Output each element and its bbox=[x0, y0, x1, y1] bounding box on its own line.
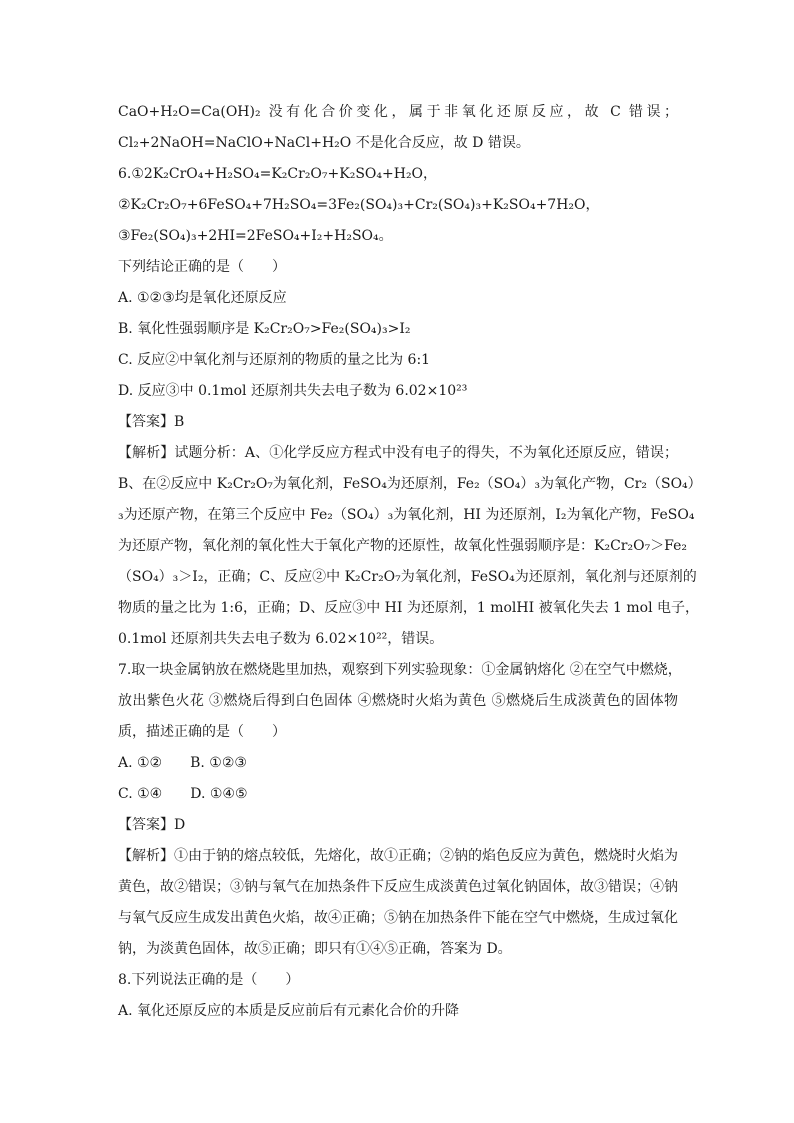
analysis-line: （SO₄）₃＞I₂，正确；C、反应②中 K₂Cr₂O₇为氧化剂，FeSO₄为还原剂，氧化剂与还原剂的 bbox=[118, 569, 697, 585]
question-8-option-a: A. 氧化还原反应的本质是反应前后有元素化合价的升降 bbox=[118, 1003, 460, 1019]
question-7-answer: 【答案】D bbox=[118, 817, 186, 833]
analysis-line: 黄色，故②错误；③钠与氧气在加热条件下反应生成淡黄色过氧化钠固体，故③错误；④钠 bbox=[118, 879, 678, 895]
question-6-answer: 【答案】B bbox=[118, 414, 185, 430]
question-7-options-cd: C. ①④ D. ①④⑤ bbox=[118, 786, 248, 802]
analysis-line: 【解析】①由于钠的熔点较低，先熔化，故①正确；②钠的焰色反应为黄色，燃烧时火焰为 bbox=[118, 848, 678, 864]
analysis-line: 与氧气反应生成发出黄色火焰，故④正确；⑤钠在加热条件下能在空气中燃烧，生成过氧化 bbox=[118, 910, 678, 926]
analysis-line: B、在②反应中 K₂Cr₂O₇为氧化剂，FeSO₄为还原剂，Fe₂（SO₄）₃为氧化产物，Cr₂（SO₄） bbox=[118, 476, 702, 492]
question-7-options-ab: A. ①② B. ①②③ bbox=[118, 755, 247, 771]
question-6-option-a: A. ①②③均是氧化还原反应 bbox=[118, 290, 287, 306]
question-7-stem: 7.取一块金属钠放在燃烧匙里加热，观察到下列实验现象：①金属钠熔化 ②在空气中燃烧， bbox=[118, 662, 682, 678]
question-6-equation-1: 6.①2K₂CrO₄+H₂SO₄=K₂Cr₂O₇+K₂SO₄+H₂O， bbox=[118, 166, 438, 182]
analysis-line: 钠，为淡黄色固体，故⑤正确；即只有①④⑤正确，答案为 D。 bbox=[118, 941, 512, 957]
question-8-stem: 8.下列说法正确的是（ ） bbox=[118, 972, 300, 988]
analysis-line: 物质的量之比为 1:6，正确；D、反应③中 HI 为还原剂，1 molHI 被氧化失去 1 mol 电子， bbox=[118, 600, 700, 616]
analysis-line: 为还原产物，氧化剂的氧化性大于氧化产物的还原性，故氧化性强弱顺序是：K₂Cr₂O₇＞Fe₂ bbox=[118, 538, 688, 554]
question-6-option-b: B. 氧化性强弱顺序是 K₂Cr₂O₇>Fe₂(SO₄)₃>I₂ bbox=[118, 321, 411, 337]
question-7-stem: 质，描述正确的是（ ） bbox=[118, 724, 286, 740]
question-6-equation-3: ③Fe₂(SO₄)₃+2HI=2FeSO₄+I₂+H₂SO₄。 bbox=[118, 228, 393, 244]
question-6-option-d: D. 反应③中 0.1mol 还原剂共失去电子数为 6.02×10²³ bbox=[118, 383, 468, 399]
analysis-line: 【解析】试题分析：A、①化学反应方程式中没有电子的得失，不为氧化还原反应，错误； bbox=[118, 445, 678, 461]
text-line: CaO+H₂O=Ca(OH)₂ 没有化合价变化，属于非氧化还原反应，故 C 错误； bbox=[118, 104, 678, 120]
question-6-option-c: C. 反应②中氧化剂与还原剂的物质的量之比为 6:1 bbox=[118, 352, 431, 368]
analysis-line: ₃为还原产物，在第三个反应中 Fe₂（SO₄）₃为氧化剂，HI 为还原剂，I₂为氧化产物，FeSO₄ bbox=[118, 507, 695, 523]
text-line: Cl₂+2NaOH=NaClO+NaCl+H₂O 不是化合反应，故 D 错误。 bbox=[118, 135, 530, 151]
question-6-stem: 下列结论正确的是（ ） bbox=[118, 259, 286, 275]
question-7-stem: 放出紫色火花 ③燃烧后得到白色固体 ④燃烧时火焰为黄色 ⑤燃烧后生成淡黄色的固体物 bbox=[118, 693, 678, 709]
question-6-equation-2: ②K₂Cr₂O₇+6FeSO₄+7H₂SO₄=3Fe₂(SO₄)₃+Cr₂(SO₄)₃+K₂SO₄+7H₂O， bbox=[118, 197, 600, 213]
analysis-line: 0.1mol 还原剂共失去电子数为 6.02×10²²，错误。 bbox=[118, 631, 444, 647]
